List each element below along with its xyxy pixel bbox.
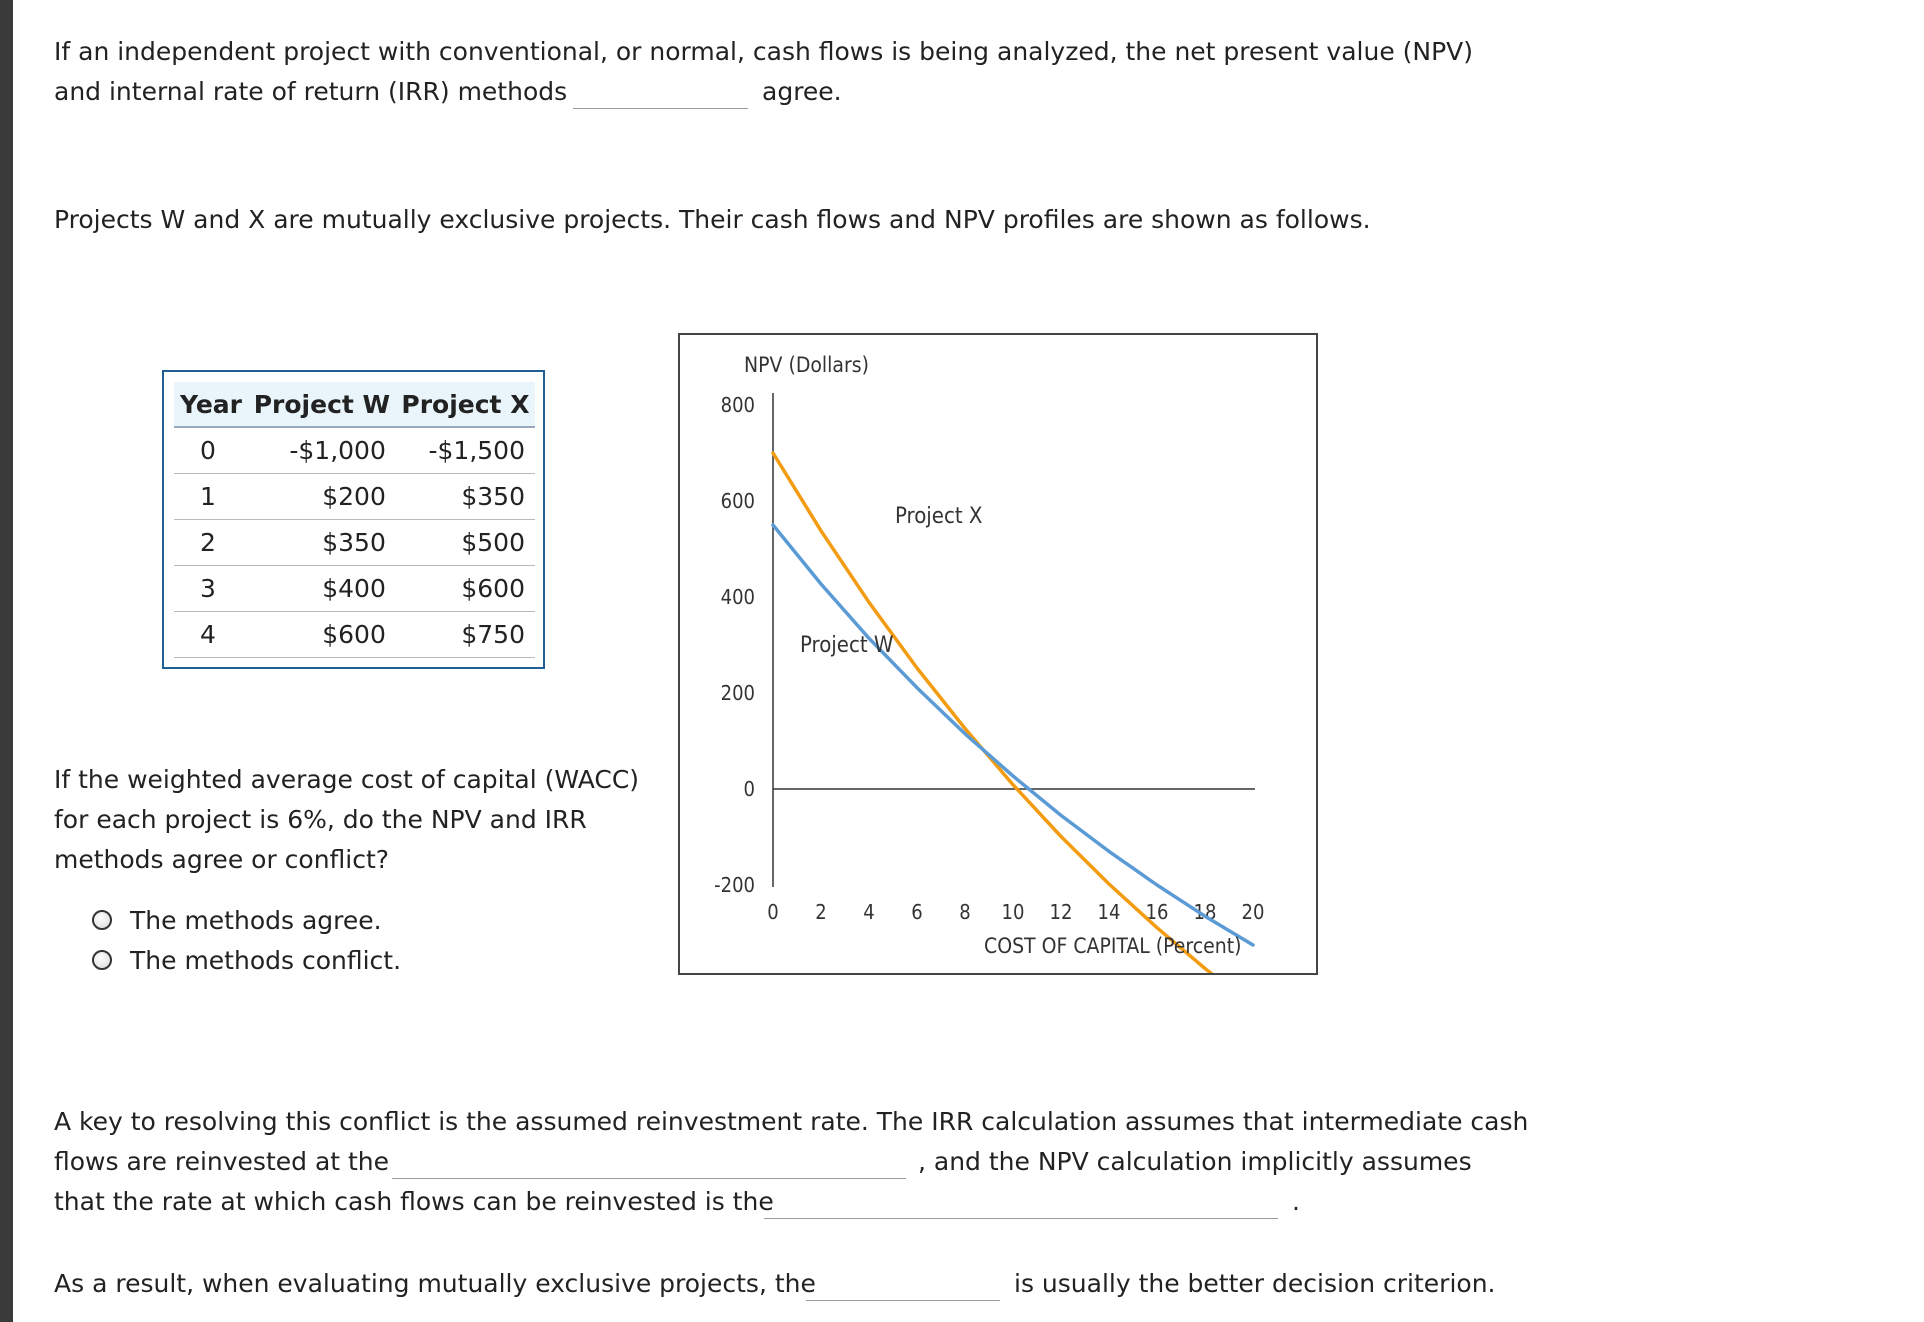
year-cell: 0 <box>174 427 248 474</box>
option-label[interactable]: The methods agree. <box>130 905 382 935</box>
project-w-annotation: Project W <box>800 633 894 658</box>
table-row <box>174 566 535 612</box>
year-cell: 3 <box>174 566 248 612</box>
x-tick-label: 6 <box>911 900 923 924</box>
y-tick-label: 600 <box>720 489 755 513</box>
option-methods-conflict[interactable] <box>92 940 401 980</box>
radio-button[interactable] <box>92 910 112 930</box>
radio-button[interactable] <box>92 950 112 970</box>
header-project-w: Project W <box>248 382 396 427</box>
better-criterion-dropdown[interactable] <box>806 1300 1000 1301</box>
x-tick-label: 0 <box>767 900 779 924</box>
table-row <box>174 474 535 520</box>
project-w-cell: $200 <box>248 474 396 520</box>
project-w-npv-line <box>773 525 1253 945</box>
project-x-cell: $350 <box>396 474 535 520</box>
header-year: Year <box>174 382 248 427</box>
project-w-cell: $350 <box>248 520 396 566</box>
question3-line3-suffix: . <box>1292 1187 1300 1216</box>
x-tick-label: 20 <box>1241 900 1265 924</box>
option-methods-agree[interactable] <box>92 900 382 940</box>
project-x-cell: $750 <box>396 612 535 658</box>
project-x-annotation: Project X <box>895 504 983 529</box>
question4-prefix: As a result, when evaluating mutually exclusive projects, the <box>54 1269 816 1298</box>
projects-intro: Projects W and X are mutually exclusive projects. Their cash flows and NPV profiles are shown as follows. <box>54 205 1371 234</box>
question4-suffix: is usually the better decision criterion. <box>1014 1269 1496 1298</box>
x-tick-label: 16 <box>1145 900 1169 924</box>
question1-line2-prefix: and internal rate of return (IRR) methods <box>54 77 568 106</box>
y-tick-label: 0 <box>743 777 755 801</box>
x-tick-label: 2 <box>815 900 827 924</box>
x-tick-label: 18 <box>1193 900 1217 924</box>
x-tick-label: 8 <box>959 900 971 924</box>
year-cell: 4 <box>174 612 248 658</box>
y-tick-label: 200 <box>720 681 755 705</box>
question1-line2-suffix: agree. <box>762 77 842 106</box>
question3-line2-prefix: flows are reinvested at the <box>54 1147 390 1176</box>
table-row <box>174 427 535 474</box>
cash-flow-table-container <box>162 370 545 669</box>
table-row <box>174 612 535 658</box>
question2-line2: for each project is 6%, do the NPV and IRR <box>54 805 587 834</box>
project-x-cell: -$1,500 <box>396 427 535 474</box>
x-tick-label: 10 <box>1001 900 1025 924</box>
question1-answer-dropdown[interactable] <box>573 108 748 109</box>
npv-profile-chart-frame <box>678 333 1318 975</box>
x-tick-label: 14 <box>1097 900 1121 924</box>
project-x-cell: $500 <box>396 520 535 566</box>
question3-line2-suffix: , and the NPV calculation implicitly assumes <box>918 1147 1472 1176</box>
question3-line1: A key to resolving this conflict is the assumed reinvestment rate. The IRR calculation assumes that intermediate cash <box>54 1107 1529 1136</box>
project-x-npv-line <box>773 453 1253 973</box>
npv-profile-chart <box>680 335 1316 973</box>
project-w-cell: $400 <box>248 566 396 612</box>
year-cell: 1 <box>174 474 248 520</box>
question3-line3-prefix: that the rate at which cash flows can be reinvested is the <box>54 1187 774 1216</box>
irr-reinvestment-rate-dropdown[interactable] <box>392 1178 906 1179</box>
question2-line3: methods agree or conflict? <box>54 845 390 874</box>
project-w-cell: $600 <box>248 612 396 658</box>
npv-reinvestment-rate-dropdown[interactable] <box>764 1218 1278 1219</box>
left-window-edge <box>0 0 13 1322</box>
project-x-cell: $600 <box>396 566 535 612</box>
x-tick-label: 12 <box>1049 900 1073 924</box>
header-project-x: Project X <box>396 382 535 427</box>
question2-line1: If the weighted average cost of capital (WACC) <box>54 765 640 794</box>
year-cell: 2 <box>174 520 248 566</box>
y-axis-label: NPV (Dollars) <box>744 353 869 377</box>
question1-line1: If an independent project with conventional, or normal, cash flows is being analyzed, the net present value (NPV) <box>54 37 1474 66</box>
x-axis-label: COST OF CAPITAL (Percent) <box>984 934 1242 958</box>
y-tick-label: -200 <box>714 873 755 897</box>
x-tick-label: 4 <box>863 900 875 924</box>
y-tick-label: 800 <box>720 393 755 417</box>
cash-flow-table <box>174 382 535 658</box>
table-row <box>174 520 535 566</box>
table-header-row <box>174 382 535 427</box>
option-label[interactable]: The methods conflict. <box>130 945 402 975</box>
y-tick-label: 400 <box>720 585 755 609</box>
project-w-cell: -$1,000 <box>248 427 396 474</box>
